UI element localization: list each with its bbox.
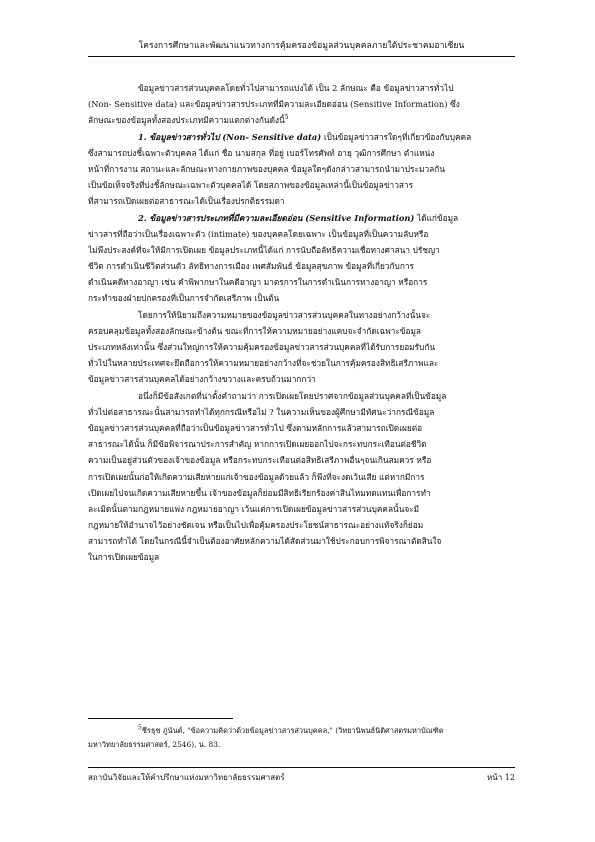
footnote-number: 5 bbox=[138, 724, 142, 732]
item-sensitive-data bbox=[88, 210, 515, 307]
item-general-data bbox=[88, 129, 515, 210]
item-title-sensitive-data: 2. ข้อมูลข่าวสารประเภทที่มีความละเอียดอ่อน (Sensitive Information) bbox=[138, 212, 415, 223]
text-line: ข้อมูลข่าวสารส่วนบุคคลได้อย่างกว้างขวางและครบถ้วนมากกว่า bbox=[88, 374, 316, 385]
paragraph-disclosure bbox=[88, 388, 515, 566]
text-line: กฎหมายให้อำนาจไว้อย่างชัดเจน หรือเป็นไปเพื่อคุ้มครองประโยชน์สาธารณะอย่างแท้จริงก็ย่อม bbox=[88, 520, 424, 531]
item-title-general-data: 1. ข้อมูลข่าวสารทั่วไป (Non- Sensitive data) bbox=[138, 131, 322, 142]
text-line: ความเป็นอยู่ส่วนตัวของเจ้าของข้อมูล หรือกระทบกระเทือนต่อสิทธิเสรีภาพอื่นๆจนเกินสมควร หรือ bbox=[88, 455, 432, 466]
footnote bbox=[88, 724, 515, 752]
text-line: หน้าที่การงาน สถานะและลักษณะทางกายภาพของบุคคล ข้อมูลใดๆดังกล่าวสามารถนำมาประมวลกัน bbox=[88, 163, 445, 174]
text-line: ในการเปิดเผยข้อมูล bbox=[88, 552, 160, 563]
text-line: ละเมิดนั้นตามกฎหมายแพ่ง กฎหมายอาญา เว้นแต่การเปิดเผยข้อมูลข่าวสารส่วนบุคคลนั้นจะมี bbox=[88, 503, 420, 514]
text-line: ประเภทหลังเท่านั้น ซึ่งส่วนใหญ่การให้ความคุ้มครองข้อมูลข่าวสารส่วนบุคคลที่ได้รับการยอมรับกัน bbox=[88, 342, 436, 352]
footnote-reference: 5 bbox=[284, 114, 289, 122]
text-line bbox=[88, 112, 515, 128]
text-line: (Non- Sensitive data) และข้อมูลข่าวสารประเภทที่มีความละเอียดอ่อน (Sensitive Information) ซึ่ง bbox=[88, 99, 460, 110]
text-line: ครอบคลุมข้อมูลทั้งสองลักษณะข้างต้น ขณะที่การให้ความหมายอย่างแคบจะจำกัดเฉพาะข้อมูล bbox=[88, 325, 421, 336]
body-text bbox=[88, 80, 515, 566]
text-line: ข้อมูลข่าวสารส่วนบุคคลโดยทั่วไปสามารถแบ่งได้ เป็น 2 ลักษณะ คือ ข้อมูลข่าวสารทั่วไป bbox=[138, 83, 454, 93]
footnote-line bbox=[88, 724, 515, 738]
text-line: อนึ่งก็มีข้อสังเกตที่น่าตั้งคำถามว่า การเปิดเผยโดยปราศจากข้อมูลส่วนบุคคลที่เป็นข้อมูล bbox=[138, 390, 447, 401]
text-line: โดยการให้นิยามถึงความหมายของข้อมูลข่าวสารส่วนบุคคลในทางอย่างกว้างนั้นจะ bbox=[138, 309, 431, 320]
text-line: สาธารณะได้นั้น ก็มีข้อพิจารณาประการสำคัญ หากการเปิดเผยออกไปจะกระทบกระเทือนต่อชีวิต bbox=[88, 439, 427, 450]
footnote-line: มหาวิทยาลัยธรรมศาสตร์, 2546), น. 83. bbox=[88, 740, 221, 749]
paragraph-definition-scope bbox=[88, 307, 515, 388]
page-number: หน้า 12 bbox=[487, 773, 515, 782]
text-line bbox=[88, 210, 515, 226]
text-line: ที่สามารถเปิดเผยต่อสาธารณะได้เป็นเรื่องปรกติธรรมดา bbox=[88, 196, 285, 207]
text-line: ชีวิต การดำเนินชีวิตส่วนตัว ลัทธิทางการเมือง เพศสัมพันธ์ ข้อมูลสุขภาพ ข้อมูลที่เกี่ยวกับการ bbox=[88, 261, 414, 272]
page-header-title: โครงการศึกษาและพัฒนาแนวทางการคุ้มครองข้อมูลส่วนบุคคลภายใต้ประชาคมอาเซียน bbox=[138, 41, 465, 51]
footnote-text: ชีรธุช ภู่นันต์, "ข้อความคิดว่าด้วยข้อมูลข่าวสารส่วนบุคคล," (วิทยานิพนธ์นิติศาสตรมหาบัณฑิต bbox=[141, 726, 444, 735]
text-line: เป็นข้อเท็จจริงที่บ่งชี้ลักษณะเฉพาะตัวบุคคลได้ โดยสภาพของข้อมูลเหล่านี้เป็นข้อมูลข่าวสาร bbox=[88, 180, 414, 191]
text-line-content: ลักษณะของข้อมูลทั้งสองประเภทมีความแตกต่างกันดังนี้ bbox=[88, 115, 285, 126]
footnote-rule bbox=[88, 718, 233, 719]
page-footer bbox=[88, 771, 515, 784]
text-line: ไม่พึงประสงค์ที่จะให้มีการเปิดเผย ข้อมูลประเภทนี้ได้แก่ การนับถือลัทธิความเชื่อทางศาสนา ปรัชญา bbox=[88, 244, 440, 255]
text-line: ซึ่งสามารถบ่งชี้เฉพาะตัวบุคคล ได้แก่ ชื่อ นามสกุล ที่อยู่ เบอร์โทรศัพท์ อายุ วุฒิการศึกษา ตำแหน่ง bbox=[88, 147, 435, 158]
text-line: ข้อมูลข่าวสารส่วนบุคคลที่ถือว่าเป็นข้อมูลข่าวสารทั่วไป ซึ่งตามหลักการแล้วสามารถเปิดเผยต่อ bbox=[88, 422, 423, 433]
text-line: กระทำของฝ่ายปกครองที่เป็นการจำกัดเสรีภาพ เป็นต้น bbox=[88, 293, 280, 304]
text-line: ทั่วไปต่อสาธารณะนั้นสามารถทำได้ทุกกรณีหรือไม่ ? ในความเห็นของผู้ศึกษามีทัศนะว่ากรณีข้อมูล bbox=[88, 406, 435, 417]
item-text: ได้แก่ข้อมูล bbox=[414, 212, 459, 223]
item-text: เป็นข้อมูลข่าวสารใดๆที่เกี่ยวข้องกับบุคคล bbox=[321, 131, 472, 142]
footer-rule bbox=[88, 767, 515, 768]
paragraph-intro bbox=[88, 80, 515, 129]
text-line: ทั่วไปในหลายประเทศจะยึดถือการให้ความหมายอย่างกว้างที่จะช่วยในการคุ้มครองสิทธิเสรีภาพและ bbox=[88, 358, 439, 369]
text-line: ข่าวสารที่ถือว่าเป็นเรื่องเฉพาะตัว (intimate) ของบุคคลโดยเฉพาะ เป็นข้อมูลที่เป็นความลับหรือ bbox=[88, 228, 429, 239]
text-line: สามารถทำได้ โดยในกรณีนี้จำเป็นต้องอาศัยหลักความได้สัดส่วนมาใช้ประกอบการพิจารณาตัดสินใจ bbox=[88, 536, 442, 547]
text-line: ดำเนินคดีทางอาญา เช่น คำพิพากษาในคดีอาญา มาตรการในการดำเนินการทางอาญา หรือการ bbox=[88, 277, 428, 288]
header-rule bbox=[88, 56, 515, 57]
text-line: การเปิดเผยนั้นก่อให้เกิดความเสียหายแก่เจ้าของข้อมูลด้วยแล้ว ก็พึงที่จะงดเว้นเสีย แต่หากมีการ bbox=[88, 471, 425, 482]
text-line bbox=[88, 129, 515, 145]
footer-institution: สถาบันวิจัยและให้คำปรึกษาแห่งมหาวิทยาลัยธรรมศาสตร์ bbox=[88, 773, 285, 782]
text-line: เปิดเผยไปจนเกิดความเสียหายขึ้น เจ้าของข้อมูลก็ย่อมมีสิทธิเรียกร้องค่าสินไหมทดแทนเพื่อการทำ bbox=[88, 487, 431, 498]
